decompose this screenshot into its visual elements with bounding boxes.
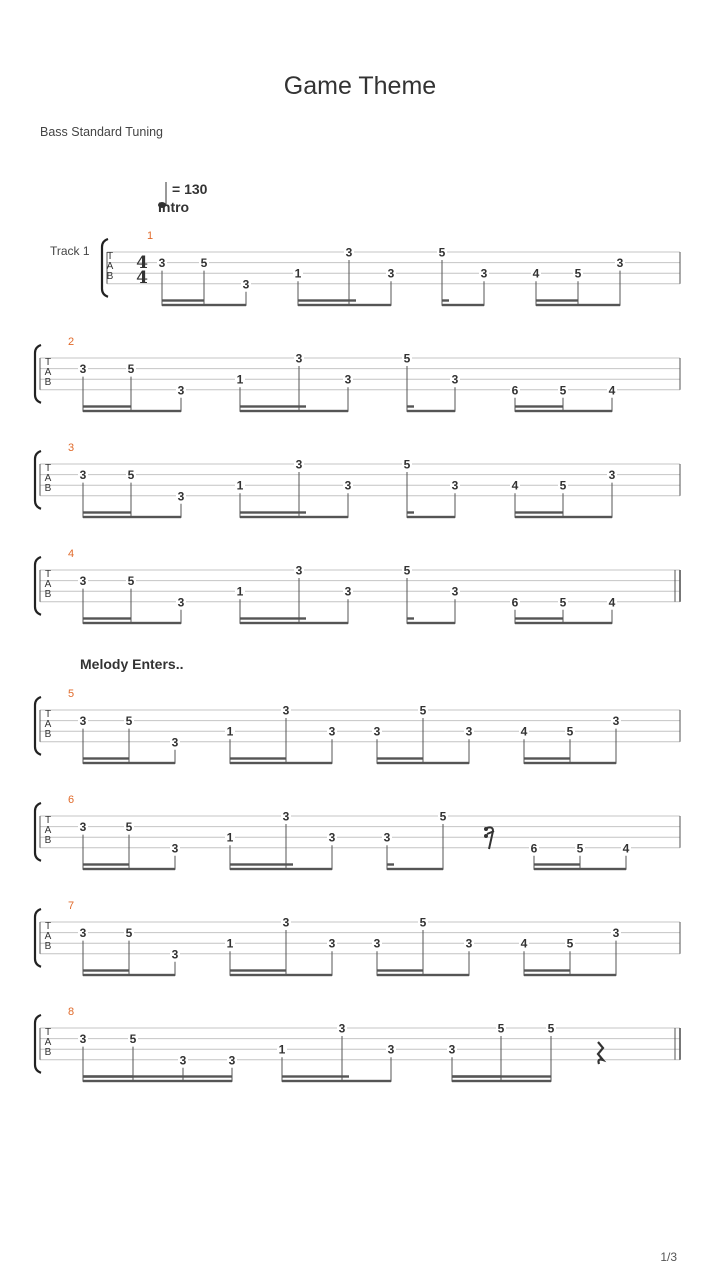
fret-number: 3 xyxy=(171,735,179,750)
section-label-intro: Intro xyxy=(158,199,190,215)
fret-number: 3 xyxy=(177,383,185,398)
beam-stub xyxy=(299,617,306,619)
fret-number: 4 xyxy=(608,595,616,610)
fret-number: 5 xyxy=(559,383,567,398)
beam-sixteenth xyxy=(83,405,131,407)
beam-eighth xyxy=(524,974,616,976)
fret-number: 3 xyxy=(79,714,87,729)
tab-clef-letter: B xyxy=(44,483,52,494)
beam-sixteenth xyxy=(240,405,299,407)
beam-eighth xyxy=(452,1080,551,1082)
beam-sixteenth xyxy=(83,863,129,865)
fret-number: 3 xyxy=(608,468,616,483)
fret-number: 1 xyxy=(236,372,244,387)
measure-number: 5 xyxy=(67,688,75,700)
fret-number: 1 xyxy=(226,936,234,951)
measure-number: 3 xyxy=(67,442,75,454)
fret-number: 3 xyxy=(171,947,179,962)
fret-number: 3 xyxy=(612,926,620,941)
fret-number: 4 xyxy=(622,841,630,856)
tab-clef-letter: T xyxy=(44,463,52,474)
beam-eighth xyxy=(442,304,484,306)
fret-number: 5 xyxy=(127,574,135,589)
fret-number: 3 xyxy=(177,489,185,504)
beam-eighth xyxy=(407,622,455,624)
beam-eighth xyxy=(230,868,332,870)
beam-sixteenth xyxy=(230,757,286,759)
rest-dot xyxy=(484,834,488,838)
beam-sixteenth xyxy=(240,617,299,619)
beam-eighth xyxy=(83,974,175,976)
fret-number: 5 xyxy=(439,809,447,824)
beam-eighth xyxy=(377,974,469,976)
fret-number: 3 xyxy=(387,266,395,281)
fret-number: 1 xyxy=(236,584,244,599)
fret-number: 3 xyxy=(79,1032,87,1047)
page-number: 1/3 xyxy=(660,1250,677,1264)
beam-sixteenth xyxy=(83,969,129,971)
beam-eighth xyxy=(407,410,455,412)
fret-number: 3 xyxy=(171,841,179,856)
beam-stub xyxy=(349,299,356,301)
fret-number: 3 xyxy=(451,584,459,599)
beam-eighth xyxy=(515,516,612,518)
fret-number: 1 xyxy=(294,266,302,281)
fret-number: 3 xyxy=(338,1021,346,1036)
fret-number: 3 xyxy=(179,1053,187,1068)
fret-number: 1 xyxy=(278,1042,286,1057)
beam-eighth xyxy=(240,410,348,412)
beam-eighth xyxy=(524,762,616,764)
tab-clef-letter: T xyxy=(44,815,52,826)
fret-number: 1 xyxy=(226,724,234,739)
beam-sixteenth xyxy=(377,757,423,759)
tab-clef-letter: B xyxy=(106,271,114,282)
tab-clef-letter: A xyxy=(44,367,52,378)
fret-number: 3 xyxy=(448,1042,456,1057)
fret-number: 5 xyxy=(403,563,411,578)
tab-clef-letter: T xyxy=(44,357,52,368)
fret-number: 3 xyxy=(345,245,353,260)
beam-eighth xyxy=(407,516,455,518)
fret-number: 3 xyxy=(612,714,620,729)
track-name: Track 1 xyxy=(50,244,90,258)
beam-eighth xyxy=(534,868,626,870)
fret-number: 5 xyxy=(419,703,427,718)
fret-number: 3 xyxy=(344,478,352,493)
fret-number: 3 xyxy=(79,468,87,483)
fret-number: 5 xyxy=(559,595,567,610)
beam-eighth xyxy=(83,1080,232,1082)
fret-number: 5 xyxy=(576,841,584,856)
fret-number: 5 xyxy=(127,468,135,483)
beam-eighth xyxy=(83,868,175,870)
tab-clef-letter: A xyxy=(106,261,114,272)
beam-sixteenth xyxy=(83,617,131,619)
beam-sixteenth xyxy=(282,1075,342,1077)
fret-number: 3 xyxy=(79,820,87,835)
tab-clef-letter: T xyxy=(44,921,52,932)
fret-number: 5 xyxy=(574,266,582,281)
fret-number: 1 xyxy=(236,478,244,493)
beam-sixteenth xyxy=(230,969,286,971)
fret-number: 1 xyxy=(226,830,234,845)
fret-number: 5 xyxy=(438,245,446,260)
tab-clef-letter: B xyxy=(44,729,52,740)
beam-eighth xyxy=(240,516,348,518)
tab-clef-letter: B xyxy=(44,941,52,952)
fret-number: 5 xyxy=(200,256,208,271)
measure-number: 2 xyxy=(67,336,75,348)
fret-number: 6 xyxy=(511,595,519,610)
fret-number: 3 xyxy=(282,915,290,930)
beam-sixteenth xyxy=(442,299,449,301)
fret-number: 3 xyxy=(373,936,381,951)
fret-number: 3 xyxy=(383,830,391,845)
beam-eighth xyxy=(536,304,620,306)
fret-number: 5 xyxy=(566,936,574,951)
beam-sixteenth xyxy=(515,405,563,407)
fret-number: 4 xyxy=(532,266,540,281)
fret-number: 3 xyxy=(344,372,352,387)
measure-number: 8 xyxy=(67,1006,75,1018)
tab-clef-letter: B xyxy=(44,1047,52,1058)
fret-number: 3 xyxy=(480,266,488,281)
song-title: Game Theme xyxy=(283,72,437,100)
fret-number: 6 xyxy=(530,841,538,856)
tempo-marking: = 130 xyxy=(172,181,208,197)
fret-number: 5 xyxy=(403,351,411,366)
measure-number: 7 xyxy=(67,900,75,912)
fret-number: 5 xyxy=(403,457,411,472)
fret-number: 3 xyxy=(373,724,381,739)
fret-number: 3 xyxy=(282,703,290,718)
fret-number: 3 xyxy=(79,362,87,377)
beam-eighth xyxy=(230,762,332,764)
fret-number: 4 xyxy=(520,724,528,739)
fret-number: 5 xyxy=(497,1021,505,1036)
beam-sixteenth xyxy=(407,617,414,619)
fret-number: 5 xyxy=(125,820,133,835)
tab-clef-letter: A xyxy=(44,1037,52,1048)
fret-number: 3 xyxy=(616,256,624,271)
fret-number: 4 xyxy=(608,383,616,398)
beam-eighth xyxy=(377,762,469,764)
measure-number: 4 xyxy=(67,548,75,560)
beam-sixteenth xyxy=(452,1075,551,1077)
beam-stub xyxy=(286,863,293,865)
beam-sixteenth xyxy=(515,511,563,513)
beam-sixteenth xyxy=(83,757,129,759)
tab-clef-letter: B xyxy=(44,835,52,846)
fret-number: 3 xyxy=(465,724,473,739)
tab-clef-letter: A xyxy=(44,473,52,484)
fret-number: 5 xyxy=(129,1032,137,1047)
beam-sixteenth xyxy=(83,511,131,513)
quarter-rest xyxy=(598,1042,603,1064)
beam-eighth xyxy=(83,516,181,518)
beam-sixteenth xyxy=(83,1075,232,1077)
beam-eighth xyxy=(387,868,443,870)
tab-clef-letter: A xyxy=(44,719,52,730)
fret-number: 5 xyxy=(419,915,427,930)
beam-eighth xyxy=(515,410,612,412)
beam-sixteenth xyxy=(515,617,563,619)
beam-sixteenth xyxy=(536,299,578,301)
measure-number: 6 xyxy=(67,794,75,806)
fret-number: 6 xyxy=(511,383,519,398)
tab-clef-letter: A xyxy=(44,825,52,836)
fret-number: 3 xyxy=(295,351,303,366)
beam-sixteenth xyxy=(162,299,204,301)
beam-eighth xyxy=(162,304,246,306)
beam-sixteenth xyxy=(387,863,394,865)
fret-number: 3 xyxy=(328,830,336,845)
fret-number: 3 xyxy=(79,574,87,589)
fret-number: 3 xyxy=(451,478,459,493)
fret-number: 5 xyxy=(127,362,135,377)
fret-number: 5 xyxy=(125,714,133,729)
beam-stub xyxy=(299,511,306,513)
tab-clef-letter: T xyxy=(44,569,52,580)
fret-number: 3 xyxy=(387,1042,395,1057)
time-signature-bottom: 4 xyxy=(136,268,148,288)
fret-number: 3 xyxy=(79,926,87,941)
rest-dot xyxy=(484,827,488,831)
fret-number: 3 xyxy=(177,595,185,610)
fret-number: 4 xyxy=(511,478,519,493)
tab-clef-letter: T xyxy=(106,251,114,262)
beam-sixteenth xyxy=(240,511,299,513)
beam-sixteenth xyxy=(524,757,570,759)
fret-number: 3 xyxy=(242,277,250,292)
fret-number: 3 xyxy=(282,809,290,824)
beam-eighth xyxy=(515,622,612,624)
tab-clef-letter: B xyxy=(44,589,52,600)
fret-number: 3 xyxy=(228,1053,236,1068)
tab-clef-letter: A xyxy=(44,579,52,590)
beam-sixteenth xyxy=(298,299,349,301)
fret-number: 3 xyxy=(295,457,303,472)
fret-number: 5 xyxy=(125,926,133,941)
fret-number: 5 xyxy=(559,478,567,493)
measure-number: 1 xyxy=(146,230,154,242)
beam-sixteenth xyxy=(524,969,570,971)
fret-number: 4 xyxy=(520,936,528,951)
beam-eighth xyxy=(240,622,348,624)
tab-clef-letter: A xyxy=(44,931,52,942)
fret-number: 5 xyxy=(566,724,574,739)
fret-number: 3 xyxy=(328,936,336,951)
beam-eighth xyxy=(230,974,332,976)
beam-eighth xyxy=(83,410,181,412)
time-signature-top: 4 xyxy=(136,253,148,273)
tab-clef-letter: B xyxy=(44,377,52,388)
fret-number: 3 xyxy=(328,724,336,739)
beam-eighth xyxy=(83,762,175,764)
tab-clef-letter: T xyxy=(44,1027,52,1038)
fret-number: 3 xyxy=(451,372,459,387)
fret-number: 3 xyxy=(465,936,473,951)
fret-number: 3 xyxy=(344,584,352,599)
fret-number: 3 xyxy=(158,256,166,271)
beam-sixteenth xyxy=(377,969,423,971)
tuning-label: Bass Standard Tuning xyxy=(40,125,163,139)
beam-eighth xyxy=(282,1080,391,1082)
fret-number: 5 xyxy=(547,1021,555,1036)
beam-eighth xyxy=(298,304,391,306)
beam-stub xyxy=(299,405,306,407)
tab-clef-letter: T xyxy=(44,709,52,720)
section-label-melody: Melody Enters.. xyxy=(80,656,184,672)
fret-number: 3 xyxy=(295,563,303,578)
beam-eighth xyxy=(83,622,181,624)
beam-sixteenth xyxy=(407,405,414,407)
beam-sixteenth xyxy=(407,511,414,513)
beam-sixteenth xyxy=(230,863,286,865)
beam-sixteenth xyxy=(534,863,580,865)
sixteenth-rest xyxy=(487,827,494,849)
beam-stub xyxy=(342,1075,349,1077)
